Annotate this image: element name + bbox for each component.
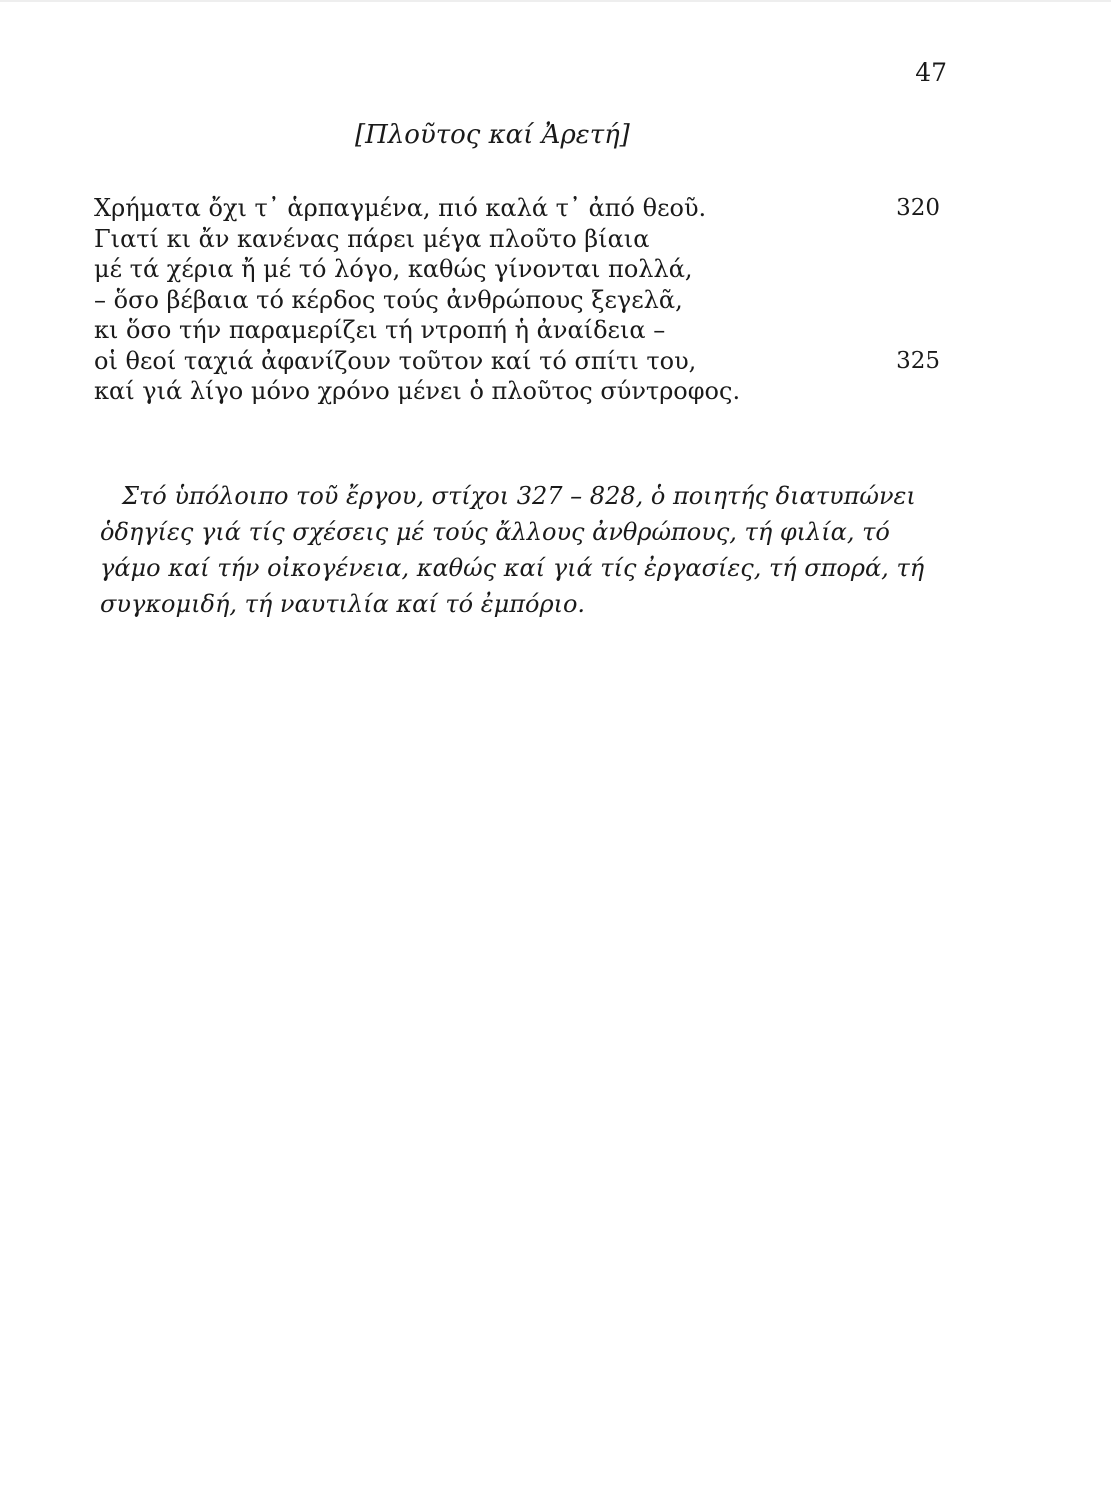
- verse-text: καί γιά λίγο μόνο χρόνο μένει ὁ πλοῦτος σύντροφος.: [94, 377, 741, 405]
- verse-text: οἱ θεοί ταχιά ἀφανίζουν τοῦτον καί τό σπίτι του,: [94, 346, 697, 375]
- verse-text: Χρήματα ὄχι τ᾽ ἁρπαγμένα, πιό καλά τ᾽ ἀπό θεοῦ.: [94, 194, 707, 222]
- verse-block: [94, 193, 954, 407]
- verse-text: κι ὅσο τήν παραμερίζει τή ντροπή ἡ ἀναίδεια –: [94, 316, 666, 344]
- verse-line: [94, 376, 954, 407]
- line-number: 320: [896, 195, 940, 221]
- verse-line: [94, 254, 954, 285]
- summary-paragraph: [100, 478, 950, 622]
- summary-line: γάμο καί τήν οἰκογένεια, καθώς καί γιά τίς ἐργασίες, τή σπορά, τή: [100, 554, 925, 582]
- summary-line: Στό ὑπόλοιπο τοῦ ἔργου, στίχοι 327 – 828, ὁ ποιητής διατυπώνει: [122, 482, 916, 510]
- verse-line: [94, 193, 954, 224]
- verse-text: Γιατί κι ἄν κανένας πάρει μέγα πλοῦτο βίαια: [94, 224, 650, 253]
- verse-line: [94, 285, 954, 316]
- verse-line: [94, 224, 954, 255]
- line-number: 325: [896, 347, 940, 374]
- verse-line: [94, 346, 954, 377]
- page-number: 47: [915, 58, 947, 87]
- summary-line: συγκομιδή, τή ναυτιλία καί τό ἐμπόριο.: [100, 590, 586, 618]
- verse-line: [94, 315, 954, 346]
- section-title: [Πλοῦτος καί Ἀρετή]: [355, 120, 630, 150]
- top-border: [0, 0, 1111, 2]
- summary-line: ὁδηγίες γιά τίς σχέσεις μέ τούς ἄλλους ἀνθρώπους, τή φιλία, τό: [100, 518, 890, 546]
- verse-text: – ὅσο βέβαια τό κέρδος τούς ἀνθρώπους ξεγελᾶ,: [94, 285, 683, 314]
- verse-text: μέ τά χέρια ἤ μέ τό λόγο, καθώς γίνονται πολλά,: [94, 255, 693, 283]
